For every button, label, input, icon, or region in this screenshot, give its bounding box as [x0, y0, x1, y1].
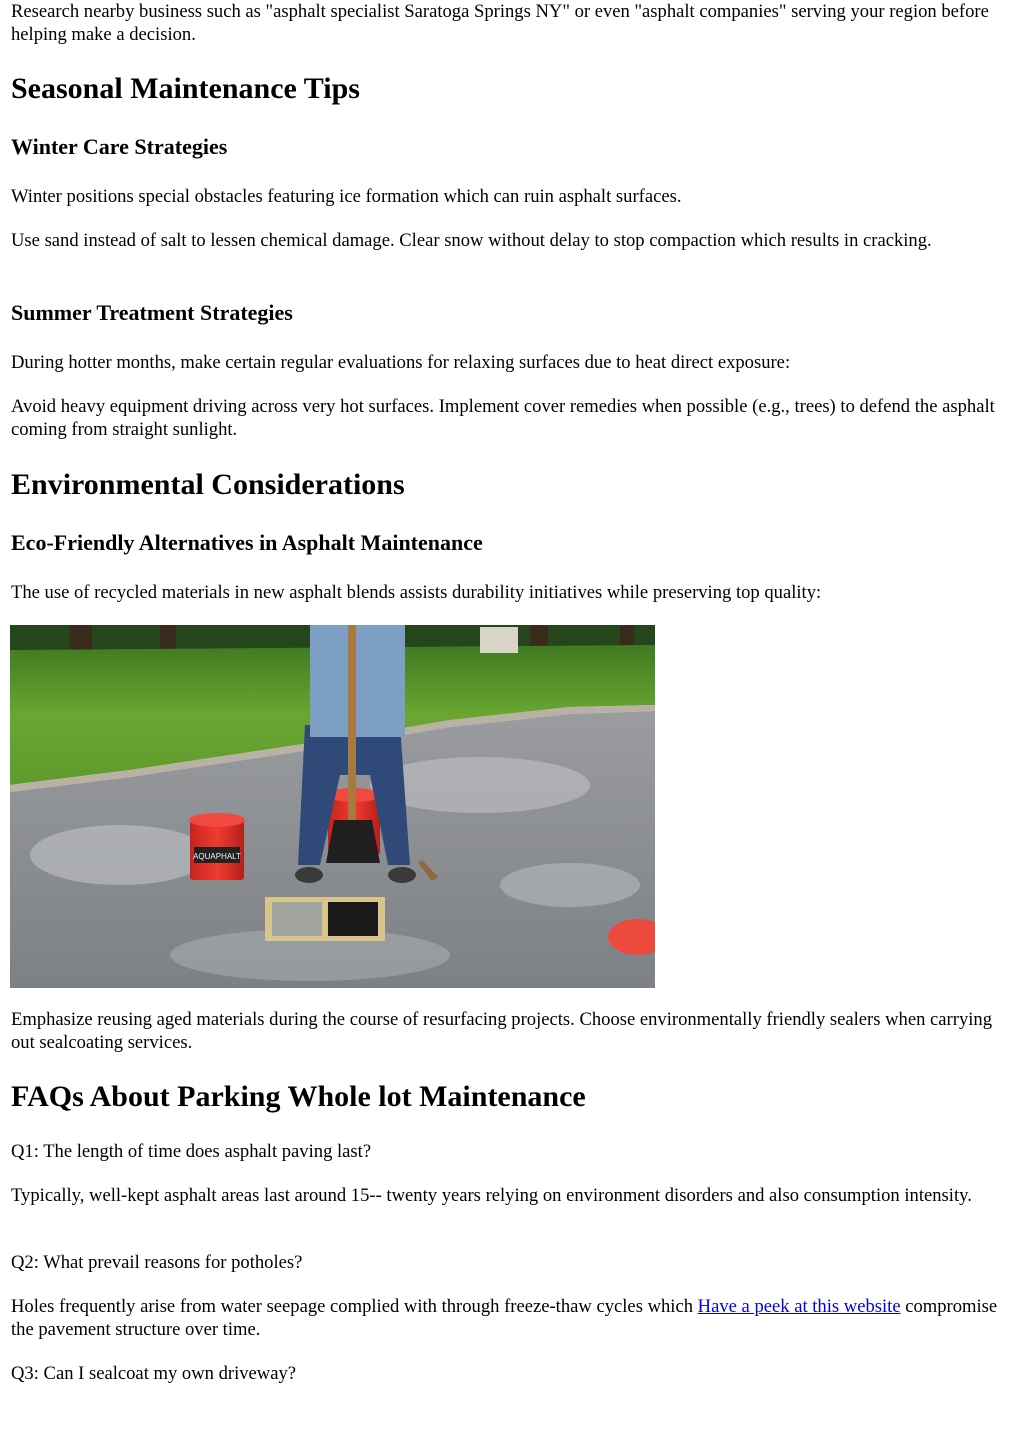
faq-heading: FAQs About Parking Whole lot Maintenance: [11, 1080, 586, 1113]
faq-answer-2-after: compromise the pavement structure over time.: [11, 1296, 998, 1341]
intro-paragraph: Research nearby business such as "asphalt specialist Saratoga Springs NY" or even "asphalt companies" serving your region before helping make a decision.: [11, 1, 989, 46]
faq-answer-2-before: Holes frequently arise from water seepage complied with through freeze-thaw cycles which: [11, 1296, 698, 1317]
summer-paragraph-1: During hotter months, make certain regular evaluations for relaxing surfaces due to heat direct exposure:: [11, 352, 791, 373]
environmental-heading: Environmental Considerations: [11, 468, 405, 501]
bucket-label: AQUAPHALT: [193, 852, 241, 861]
faq-answer-1: Typically, well-kept asphalt areas last around 15-- twenty years relying on environment disorders and also consumption intensity.: [11, 1185, 972, 1206]
seasonal-heading: Seasonal Maintenance Tips: [11, 72, 360, 105]
summer-paragraph-2: Avoid heavy equipment driving across very hot surfaces. Implement cover remedies when possible (e.g., trees) to defend the asphalt coming from straight sunlight.: [11, 396, 995, 441]
website-link[interactable]: Have a peek at this website: [697, 1296, 901, 1317]
faq-question-2: Q2: What prevail reasons for potholes?: [11, 1252, 303, 1273]
eco-paragraph-2: Emphasize reusing aged materials during the course of resurfacing projects. Choose environmentally friendly sealers when carrying out sealcoating services.: [11, 1009, 993, 1054]
faq-question-3: Q3: Can I sealcoat my own driveway?: [11, 1363, 297, 1384]
eco-heading: Eco-Friendly Alternatives in Asphalt Maintenance: [11, 530, 483, 555]
eco-paragraph-1: The use of recycled materials in new asphalt blends assists durability initiatives while preserving top quality:: [11, 582, 822, 603]
asphalt-repair-photo: [10, 625, 655, 988]
winter-paragraph-2: Use sand instead of salt to lessen chemical damage. Clear snow without delay to stop compaction which results in cracking.: [11, 230, 932, 251]
faq-answer-2: [11, 1295, 1014, 1342]
winter-heading: Winter Care Strategies: [11, 134, 228, 159]
winter-paragraph-1: Winter positions special obstacles featuring ice formation which can ruin asphalt surfaces.: [11, 186, 682, 207]
faq-question-1: Q1: The length of time does asphalt paving last?: [11, 1141, 372, 1162]
summer-heading: Summer Treatment Strategies: [11, 300, 293, 325]
